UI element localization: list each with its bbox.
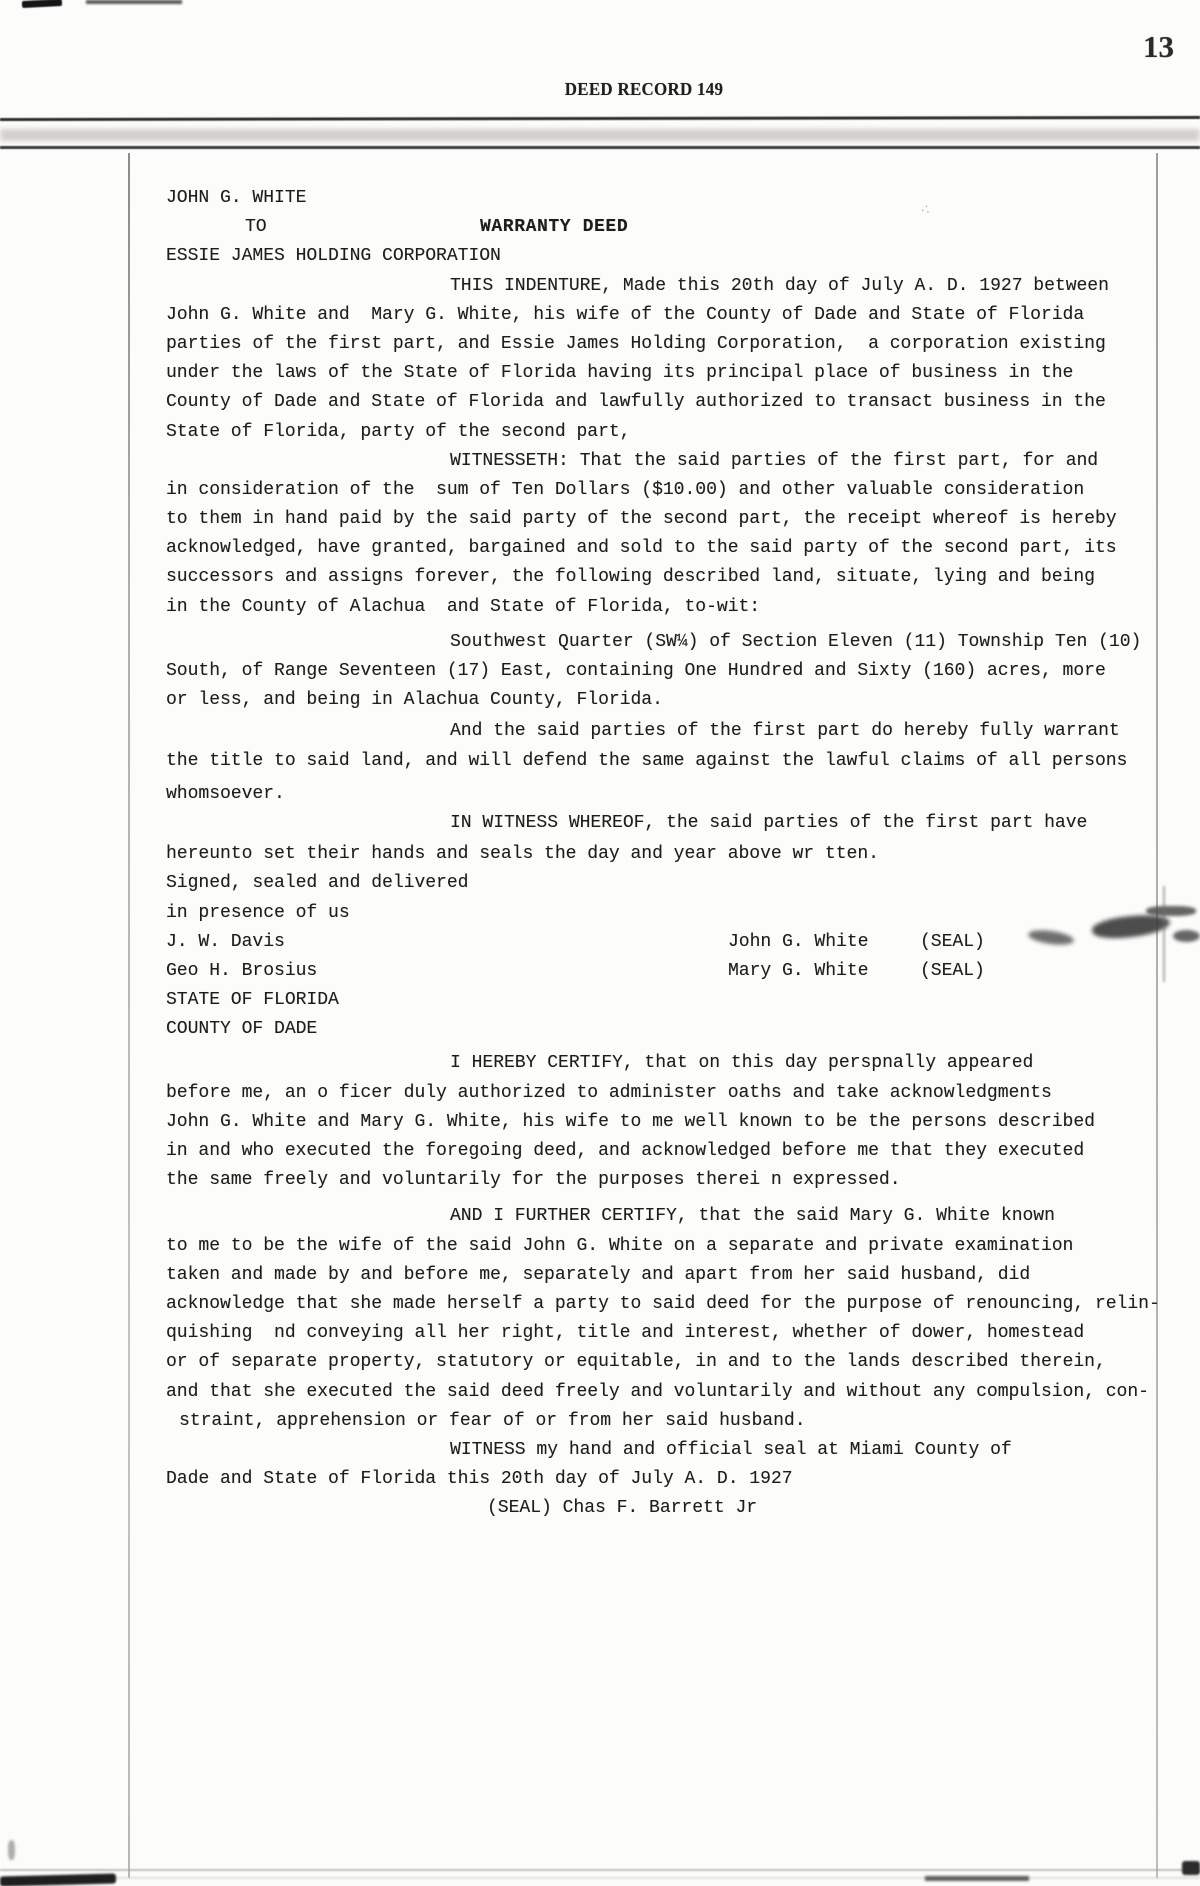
header-rule-top: [0, 116, 1200, 121]
ink-smudge-top-left: [22, 0, 62, 8]
header-rule-shadow: [0, 129, 1200, 141]
ink-smudge-right-4: [1173, 930, 1200, 942]
deed-line: And the said parties of the first part do hereby fully warrant: [450, 721, 1120, 742]
deed-line: in the County of Alachua and State of Florida, to-wit:: [166, 596, 761, 617]
left-margin-line: [128, 153, 130, 1878]
deed-line: the title to said land, and will defend the same against the lawful claims of all persons: [166, 750, 1128, 771]
witness-name: J. W. Davis: [166, 931, 285, 952]
header-rule-bottom: [0, 146, 1200, 149]
acknowledgment-line: AND I FURTHER CERTIFY, that the said Mary G. White known: [450, 1206, 1055, 1227]
grantor-name: JOHN G. WHITE: [166, 188, 307, 208]
signer-name: John G. White: [728, 931, 869, 952]
acknowledgment-line: straint, apprehension or fear of or from her said husband.: [179, 1410, 806, 1431]
acknowledgment-line: COUNTY OF DADE: [166, 1019, 318, 1040]
acknowledgment-line: I HEREBY CERTIFY, that on this day perspnally appeared: [450, 1053, 1034, 1074]
acknowledgment-line: taken and made by and before me, separately and apart from her said husband, did: [166, 1264, 1031, 1285]
deed-line: State of Florida, party of the second part,: [166, 421, 631, 442]
witness-name: Geo H. Brosius: [166, 960, 318, 981]
deed-line: Signed, sealed and delivered: [166, 873, 469, 894]
bottom-scan-line: [0, 1869, 1200, 1871]
signature-row: [166, 928, 1171, 957]
to-label: TO: [245, 217, 267, 238]
acknowledgment-line: in and who executed the foregoing deed, and acknowledged before me that they executed: [166, 1141, 1085, 1161]
acknowledgment-line: or of separate property, statutory or equitable, in and to the lands described therein,: [166, 1352, 1106, 1373]
ink-smudge-right-3: [1146, 906, 1196, 916]
title-row: [166, 213, 1171, 242]
ink-speck: ∴: [919, 201, 932, 219]
acknowledgment-line: and that she executed the said deed freely and voluntarily and without any compulsion, con-: [166, 1381, 1149, 1402]
acknowledgment-line: acknowledge that she made herself a party to said deed for the purpose of renouncing, relin-: [166, 1293, 1160, 1314]
deed-line: THIS INDENTURE, Made this 20th day of July A. D. 1927 between: [450, 275, 1109, 296]
deed-line: acknowledged, have granted, bargained and sold to the said party of the second part, its: [166, 538, 1117, 559]
deed-text-block: [166, 184, 1171, 1523]
signature-row: [166, 957, 1171, 986]
seal-label: (SEAL): [920, 960, 985, 981]
acknowledgment-line: WITNESS my hand and official seal at Miami County of: [450, 1439, 1012, 1460]
deed-line: to them in hand paid by the said party of the second part, the receipt whereof is hereby: [166, 509, 1117, 530]
deed-line: hereunto set their hands and seals the day and year above wr tten.: [166, 844, 879, 865]
deed-line: successors and assigns forever, the following described land, situate, lying and being: [166, 567, 1095, 588]
ink-smudge-bottom-middle: [925, 1876, 1029, 1881]
signer-name: Mary G. White: [728, 960, 869, 981]
ink-smudge-bottom-left: [0, 1873, 116, 1886]
legal-description-line: South, of Range Seventeen (17) East, containing One Hundred and Sixty (160) acres, more: [166, 661, 1106, 681]
acknowledgment-line: before me, an o ficer duly authorized to administer oaths and take acknowledgments: [166, 1082, 1052, 1103]
ink-smudge-bottom-right: [1182, 1861, 1200, 1875]
acknowledgment-line: the same freely and voluntarily for the purposes therei n expressed.: [166, 1170, 901, 1191]
acknowledgment-line: John G. White and Mary G. White, his wife to me well known to be the persons described: [166, 1111, 1095, 1132]
seal-label: (SEAL): [920, 931, 985, 952]
deed-line: County of Dade and State of Florida and lawfully authorized to transact business in the: [166, 392, 1106, 413]
notary-seal-line: (SEAL) Chas F. Barrett Jr: [487, 1498, 758, 1519]
acknowledgment-line: to me to be the wife of the said John G. White on a separate and private examination: [166, 1235, 1074, 1256]
deed-line: under the laws of the State of Florida having its principal place of business in the: [166, 363, 1074, 384]
acknowledgment-line: STATE OF FLORIDA: [166, 990, 339, 1011]
grantee-name: ESSIE JAMES HOLDING CORPORATION: [166, 246, 501, 267]
deed-line: IN WITNESS WHEREOF, the said parties of the first part have: [450, 812, 1088, 833]
ink-smudge-top-left-2: [86, 0, 182, 4]
legal-description-line: Southwest Quarter (SW¼) of Section Eleven (11) Township Ten (10): [450, 631, 1142, 652]
deed-line: parties of the first part, and Essie James Holding Corporation, a corporation existing: [166, 333, 1106, 354]
instrument-title: WARRANTY DEED: [480, 217, 629, 238]
deed-line: John G. White and Mary G. White, his wife of the County of Dade and State of Florida: [166, 304, 1085, 325]
deed-line: WITNESSETH: That the said parties of the first part, for and: [450, 450, 1099, 471]
page-crease-line: [1163, 886, 1165, 982]
record-book-header: DEED RECORD 149: [564, 79, 724, 99]
acknowledgment-line: Dade and State of Florida this 20th day of July A. D. 1927: [166, 1469, 793, 1490]
deed-line: whomsoever.: [166, 783, 285, 804]
ink-speck-left: [8, 1840, 15, 1860]
acknowledgment-line: quishing nd conveying all her right, title and interest, whether of dower, homestead: [166, 1323, 1085, 1344]
page-number: 13: [1143, 29, 1174, 64]
deed-line: in presence of us: [166, 902, 350, 923]
deed-line: in consideration of the sum of Ten Dollars ($10.00) and other valuable consideration: [166, 479, 1085, 500]
legal-description-line: or less, and being in Alachua County, Florida.: [166, 690, 663, 711]
